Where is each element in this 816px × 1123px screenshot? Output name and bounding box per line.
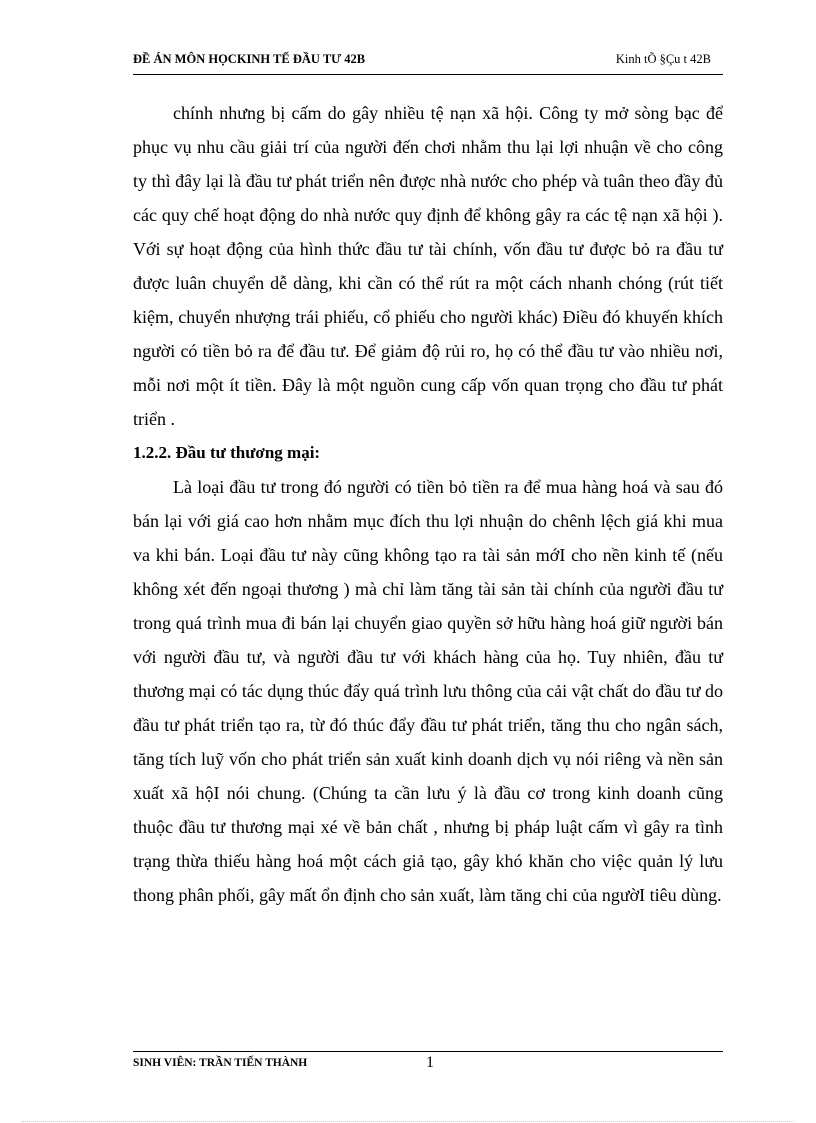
section-heading: 1.2.2. Đầu tư thương mại:	[133, 443, 321, 462]
footer-divider	[133, 1051, 723, 1052]
page-header	[133, 50, 723, 74]
header-class-label: Kinh tÕ §Çu t 42B	[615, 52, 711, 66]
page-bottom-border	[22, 1121, 794, 1122]
document-body	[133, 96, 723, 912]
header-course-title: ĐỀ ÁN MÔN HỌCKINH TẾ ĐẦU TƯ 42B	[133, 52, 366, 66]
page-number: 1	[426, 1054, 434, 1071]
body-paragraph-trade-investment: Là loại đầu tư trong đó người có tiền bỏ tiền ra để mua hàng hoá và sau đó bán lại với giá cao hơn nhằm mục đích thu lợi nhuận do chênh lệch giá khi mua va khi bán. Loại đầu tư này cũng không tạo ra tài sản mớI cho nền kinh tế (nếu không xét đến ngoại thương ) mà chỉ làm tăng tài sản tài chính của người đầu tư trong quá trình mua đi bán lại chuyển giao quyền sở hữu hàng hoá giữ người bán với người đầu tư, và người đầu tư với khách hàng của họ. Tuy nhiên, đầu tư thương mại có tác dụng thúc đẩy quá trình lưu thông của cải vật chất do đầu tư do đầu tư phát triển tạo ra, từ đó thúc đẩy đầu tư phát triển, tăng thu cho ngân sách, tăng tích luỹ vốn cho phát triển sản xuất kinh doanh dịch vụ nói riêng và nền sản xuất xã hộI nói chung. (Chúng ta cần lưu ý là đầu cơ trong kinh doanh cũng thuộc đầu tư thương mại xé về bản chất , nhưng bị pháp luật cấm vì gây ra tình trạng thừa thiếu hàng hoá một cách giả tạo, gây khó khăn cho việc quản lý lưu thong phân phối, gây mất ổn định cho sản xuất, làm tăng chi của ngườI tiêu dùng.	[133, 477, 723, 905]
body-paragraph-continuation: chính nhưng bị cấm do gây nhiều tệ nạn xã hội. Công ty mở sòng bạc để phục vụ nhu cầu giải trí của người đến chơi nhằm thu lại lợi nhuận về cho công ty thì đây lại là đầu tư phát triển nên được nhà nước cho phép và tuân theo đầy đủ các quy chế hoạt động do nhà nước quy định để không gây ra các tệ nạn xã hội ). Với sự hoạt động của hình thức đầu tư tài chính, vốn đầu tư được bỏ ra đầu tư được luân chuyển dễ dàng, khi cần có thể rút ra một cách nhanh chóng (rút tiết kiệm, chuyển nhượng trái phiếu, cổ phiếu cho người khác) Điều đó khuyến khích người có tiền bỏ ra để đầu tư. Để giảm độ rủi ro, họ có thể đầu tư vào nhiều nơi, mỗi nơi một ít tiền. Đây là một nguồn cung cấp vốn quan trọng cho đầu tư phát triển .	[133, 103, 723, 429]
footer-author: SINH VIÊN: TRẦN TIẾN THÀNH	[133, 1057, 308, 1069]
header-divider	[133, 74, 723, 75]
